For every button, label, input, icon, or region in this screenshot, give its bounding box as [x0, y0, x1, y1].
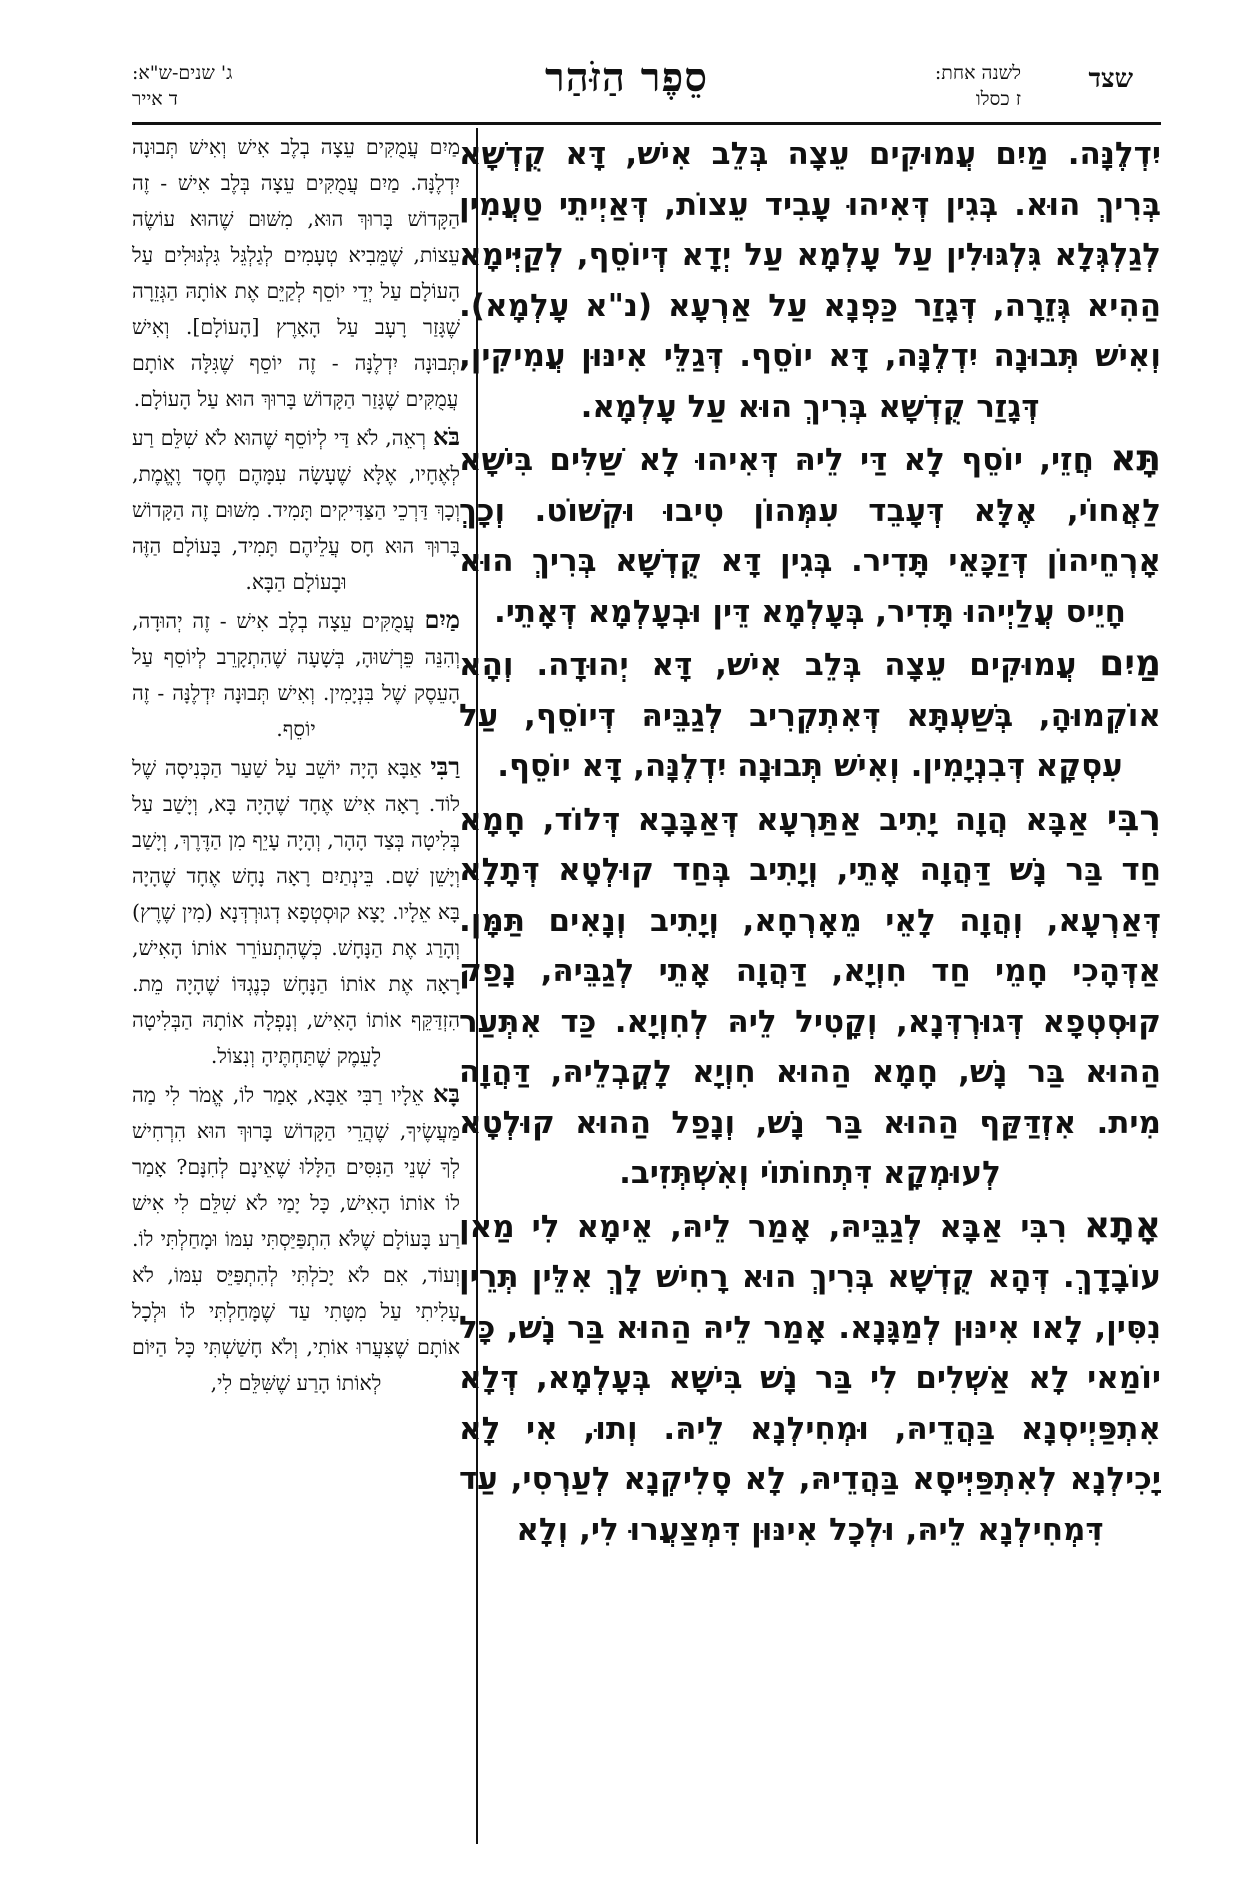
- study-schedule-right: [935, 60, 1021, 112]
- aramaic-paragraph: [459, 128, 1161, 432]
- aramaic-paragraph: [459, 794, 1161, 1199]
- paragraph-opening-word: רִבִּי: [1106, 797, 1161, 839]
- paragraph-text: אַבָּא הָיָה יוֹשֵׁב עַל שַׁעַר הַכְּנִיסָה שֶׁל לוֹד. רָאָה אִישׁ אֶחָד שֶׁהָיָה בָּא, וְיָשַׁב עַל בְּלִיטָה בְּצַד הָהָר, וְהָיָה עָיֵף מִן הַדֶּרֶךְ, וְיָשַׁב וְיָשֵׁן שָׁם. בֵּינְתַיִם רָאָה נָחָשׁ אֶחָד שֶׁהָיָה בָּא אֵלָיו. יָצָא קוּסְטְפָא דְגוּרְדְּנָא (מִין שֶׁרֶץ) וְהָרַג אֶת הַנָּחָשׁ. כְּשֶׁהִתְעוֹרֵר אוֹתוֹ הָאִישׁ, רָאָה אֶת אוֹתוֹ הַנָּחָשׁ כְּנֶגְדּוֹ שֶׁהָיָה מֵת. הִזְדַּקֵּף אוֹתוֹ הָאִישׁ, וְנָפְלָה אוֹתָהּ הַבְּלִיטָה לָעֵמֶק שֶׁתַּחְתֶּיהָ וְנִצּוֹל.: [132, 756, 460, 1068]
- paragraph-text: יִדְלֶנָּה. מַיִם עֲמוּקִים עֵצָה בְּלֵב אִישׁ, דָּא קֻדְשָׁא בְּרִיךְ הוּא. בְּגִין דְּאִיהוּ עָבִיד עֵצוֹת, דְּאַיְיתֵי טַעֲמִין לְגַלְגְּלָא גִּלְגּוּלִין עַל עָלְמָא עַל יְדָא דְּיוֹסֵף, לְקַיְּימָא הַהִיא גְּזֵרָה, דְּגָזַר כַּפְנָא עַל אַרְעָא (נ"א עָלְמָא). וְאִישׁ תְּבוּנָה יִדְלֶנָּה, דָּא יוֹסֵף. דְּגַלֵּי אִינּוּן עֲמִיקִין, דְּגָזַר קֻדְשָׁא בְּרִיךְ הוּא עַל עָלְמָא.: [459, 136, 1161, 425]
- schedule-three-years-date: ד אייר: [132, 88, 178, 110]
- paragraph-text: רְאֵה, לֹא דַּי לְיוֹסֵף שֶׁהוּא לֹא שִׁלֵּם רַע לְאֶחָיו, אֶלָּא שֶׁעָשָׂה עִמָּהֶם חֶסֶד וֶאֱמֶת, וְכָךְ דַּרְכֵי הַצַּדִּיקִים תָּמִיד. מִשּׁוּם זֶה הַקָּדוֹשׁ בָּרוּךְ הוּא חָס עֲלֵיהֶם תָּמִיד, בָּעוֹלָם הַזֶּה וּבָעוֹלָם הַבָּא.: [132, 426, 460, 594]
- schedule-one-year-date: ז כסלו: [975, 88, 1021, 110]
- schedule-one-year: לשנה אחת:: [934, 62, 1021, 84]
- aramaic-text-column: [459, 128, 1161, 1848]
- hebrew-paragraph: [132, 602, 460, 747]
- hebrew-translation-column: [132, 128, 460, 1848]
- paragraph-opening-word: רַבִּי: [430, 752, 460, 781]
- column-divider: [476, 128, 478, 1844]
- paragraph-opening-word: בֹּא: [433, 422, 460, 451]
- hebrew-paragraph: [132, 419, 460, 600]
- paragraph-text: רִבִּי אַבָּא לְגַבֵּיהּ, אָמַר לֵיהּ, אֵימָא לִי מַאן עוֹבָדָךְ. דְּהָא קֻדְשָׁא בְּרִיךְ הוּא רָחִישׁ לָךְ אִלֵּין תְּרֵין נִסִּין, לָאו אִינּוּן לְמַגָּנָא. אָמַר לֵיהּ הַהוּא בַּר נָשׁ, כָּל יוֹמַאי לָא אַשְׁלִים לִי בַּר נָשׁ בִּישָׁא בְּעָלְמָא, דְּלָא אִתְפַּיְיסְנָא בַּהֲדֵיהּ, וּמְחִילְנָא לֵיהּ. וְתוּ, אִי לָא יָכִילְנָא לְאִתְפַּיְּיסָא בַּהֲדֵיהּ, לָא סָלִיקְנָא לְעַרְסִי, עַד דִּמְחִילְנָא לֵיהּ, וּלְכָל אִינּוּן דִּמְצַעֲרוּ לִי, וְלָא: [459, 1208, 1161, 1548]
- hebrew-paragraph: [132, 128, 460, 417]
- schedule-three-years: ג' שנים-ש"א:: [132, 62, 233, 84]
- page-number: שצד: [1088, 64, 1133, 94]
- paragraph-opening-word: מַיִם: [1099, 643, 1161, 684]
- paragraph-opening-word: תָּא: [1110, 438, 1161, 479]
- study-schedule-left: [132, 60, 232, 112]
- book-title: סֵפֶר הַזֹּהַר: [545, 54, 708, 101]
- header-rule: [132, 122, 1161, 125]
- paragraph-opening-word: מַיִם: [424, 605, 460, 634]
- paragraph-text: אֵלָיו רַבִּי אַבָּא, אָמַר לוֹ, אֱמֹר לִי מַה מַּעֲשֶׂיךָ, שֶׁהֲרֵי הַקָּדוֹשׁ בָּרוּךְ הוּא הִרְחִישׁ לְךָ שְׁנֵי הַנִּסִּים הַלָּלוּ שֶׁאֵינָם לְחִנָּם? אָמַר לוֹ אוֹתוֹ הָאִישׁ, כָּל יָמַי לֹא שִׁלֵּם לִי אִישׁ רַע בָּעוֹלָם שֶׁלֹּא הִתְפַּיַּסְתִּי עִמּוֹ וּמָחַלְתִּי לוֹ. וְעוֹד, אִם לֹא יָכֹלְתִּי לְהִתְפַּיֵּס עִמּוֹ, לֹא עָלִיתִי עַל מִטָּתִי עַד שֶׁמָּחַלְתִּי לוֹ וּלְכָל אוֹתָם שֶׁצִּעֲרוּ אוֹתִי, וְלֹא חָשַׁשְׁתִּי כָּל הַיּוֹם לְאוֹתוֹ הָרַע שֶׁשִּׁלֵּם לִי,: [132, 1083, 460, 1395]
- paragraph-text: עֲמוּקִים עֵצָה בְּלֵב אִישׁ, דָּא יְהוּדָה. וְהָא אוֹקְמוּהָ, בְּשַׁעְתָּא דְּאִתְקְרִיב לְגַבֵּיהּ דְּיוֹסֵף, עַל עִסְקָא דְּבִנְיָמִין. וְאִישׁ תְּבוּנָה יִדְלֶנָּה, דָּא יוֹסֵף.: [459, 647, 1161, 784]
- page-header: [0, 50, 1253, 130]
- hebrew-paragraph: [132, 1076, 460, 1401]
- aramaic-paragraph: [459, 1201, 1161, 1556]
- aramaic-paragraph: [459, 639, 1161, 792]
- paragraph-text: מַיִם עֲמֻקִּים עֵצָה בְלֶב אִישׁ וְאִישׁ תְּבוּנָה יִדְלֶנָּה. מַיִם עֲמֻקִּים עֵצָה בְּלֶב אִישׁ - זֶה הַקָּדוֹשׁ בָּרוּךְ הוּא, מִשּׁוּם שֶׁהוּא עוֹשֶׂה עֵצוֹת, שֶׁמֵּבִיא טְעָמִים לְגַלְגֵּל גִּלְגּוּלִים עַל הָעוֹלָם עַל יְדֵי יוֹסֵף לְקַיֵּם אֶת אוֹתָהּ הַגְּזֵרָה שֶׁגָּזַר רָעָב עַל הָאָרֶץ [הָעוֹלָם]. וְאִישׁ תְּבוּנָה יִדְלֶנָּה - זֶה יוֹסֵף שֶׁגִּלָּה אוֹתָם עֲמֻקִּים שֶׁגָּזַר הַקָּדוֹשׁ בָּרוּךְ הוּא עַל הָעוֹלָם.: [132, 135, 460, 411]
- paragraph-opening-word: בָּא: [433, 1079, 460, 1108]
- hebrew-paragraph: [132, 749, 460, 1074]
- aramaic-paragraph: [459, 434, 1161, 637]
- paragraph-text: אַבָּא הֲוָה יָתִיב אַתַּרְעָא דְּאַבָּבָא דְּלוֹד, חָמָא חַד בַּר נָשׁ דַּהֲוָה אָתֵי, וְיָתִיב בְּחַד קוּלְטָא דְּתָלָא דְּאַרְעָא, וְהֲוָה לָאֵי מֵאָרְחָא, וְיָתִיב וְנָאִים תַּמָּן. אַדְּהָכִי חָמֵי חַד חִוְיָא, דַּהֲוָה אָתֵי לְגַבֵּיהּ, נָפַק קוּסְטְפָא דְּגוּרְדְּנָא, וְקָטִיל לֵיהּ לְחִוְיָא. כַּד אִתְּעַר הַהוּא בַּר נָשׁ, חָמָא הַהוּא חִוְיָא לָקֳבְלֵיהּ, דַּהֲוָה מִית. אִזְדַּקַּף הַהוּא בַּר נָשׁ, וְנָפַל הַהוּא קוּלְטָא לְעוּמְקָא דִּתְחוֹתוֹי וְאִשְׁתְּזִיב.: [459, 801, 1161, 1191]
- paragraph-text: חֲזֵי, יוֹסֵף לָא דַּי לֵיהּ דְּאִיהוּ לָא שַׁלִּים בִּישָׁא לַאֲחוֹי, אֶלָּא דְּעָבֵד עִמְּהוֹן טִיבוּ וּקְשׁוֹט. וְכָךְ אָרְחֵיהוֹן דְּזַכָּאֵי תָּדִיר. בְּגִין דָּא קֻדְשָׁא בְּרִיךְ הוּא חָיֵיס עֲלַיְיהוּ תָּדִיר, בְּעָלְמָא דֵּין וּבְעָלְמָא דְּאָתֵי.: [459, 442, 1161, 630]
- paragraph-text: עֲמֻקִּים עֵצָה בְלֶב אִישׁ - זֶה יְהוּדָה, וְהִנֵּה פֵּרְשׁוּהָ, בְּשָׁעָה שֶׁהִתְקָרֵב לְיוֹסֵף עַל הָעֵסֶק שֶׁל בִּנְיָמִין. וְאִישׁ תְּבוּנָה יִדְלֶנָּה - זֶה יוֹסֵף.: [132, 609, 460, 741]
- paragraph-opening-word: אָתָא: [1083, 1204, 1161, 1246]
